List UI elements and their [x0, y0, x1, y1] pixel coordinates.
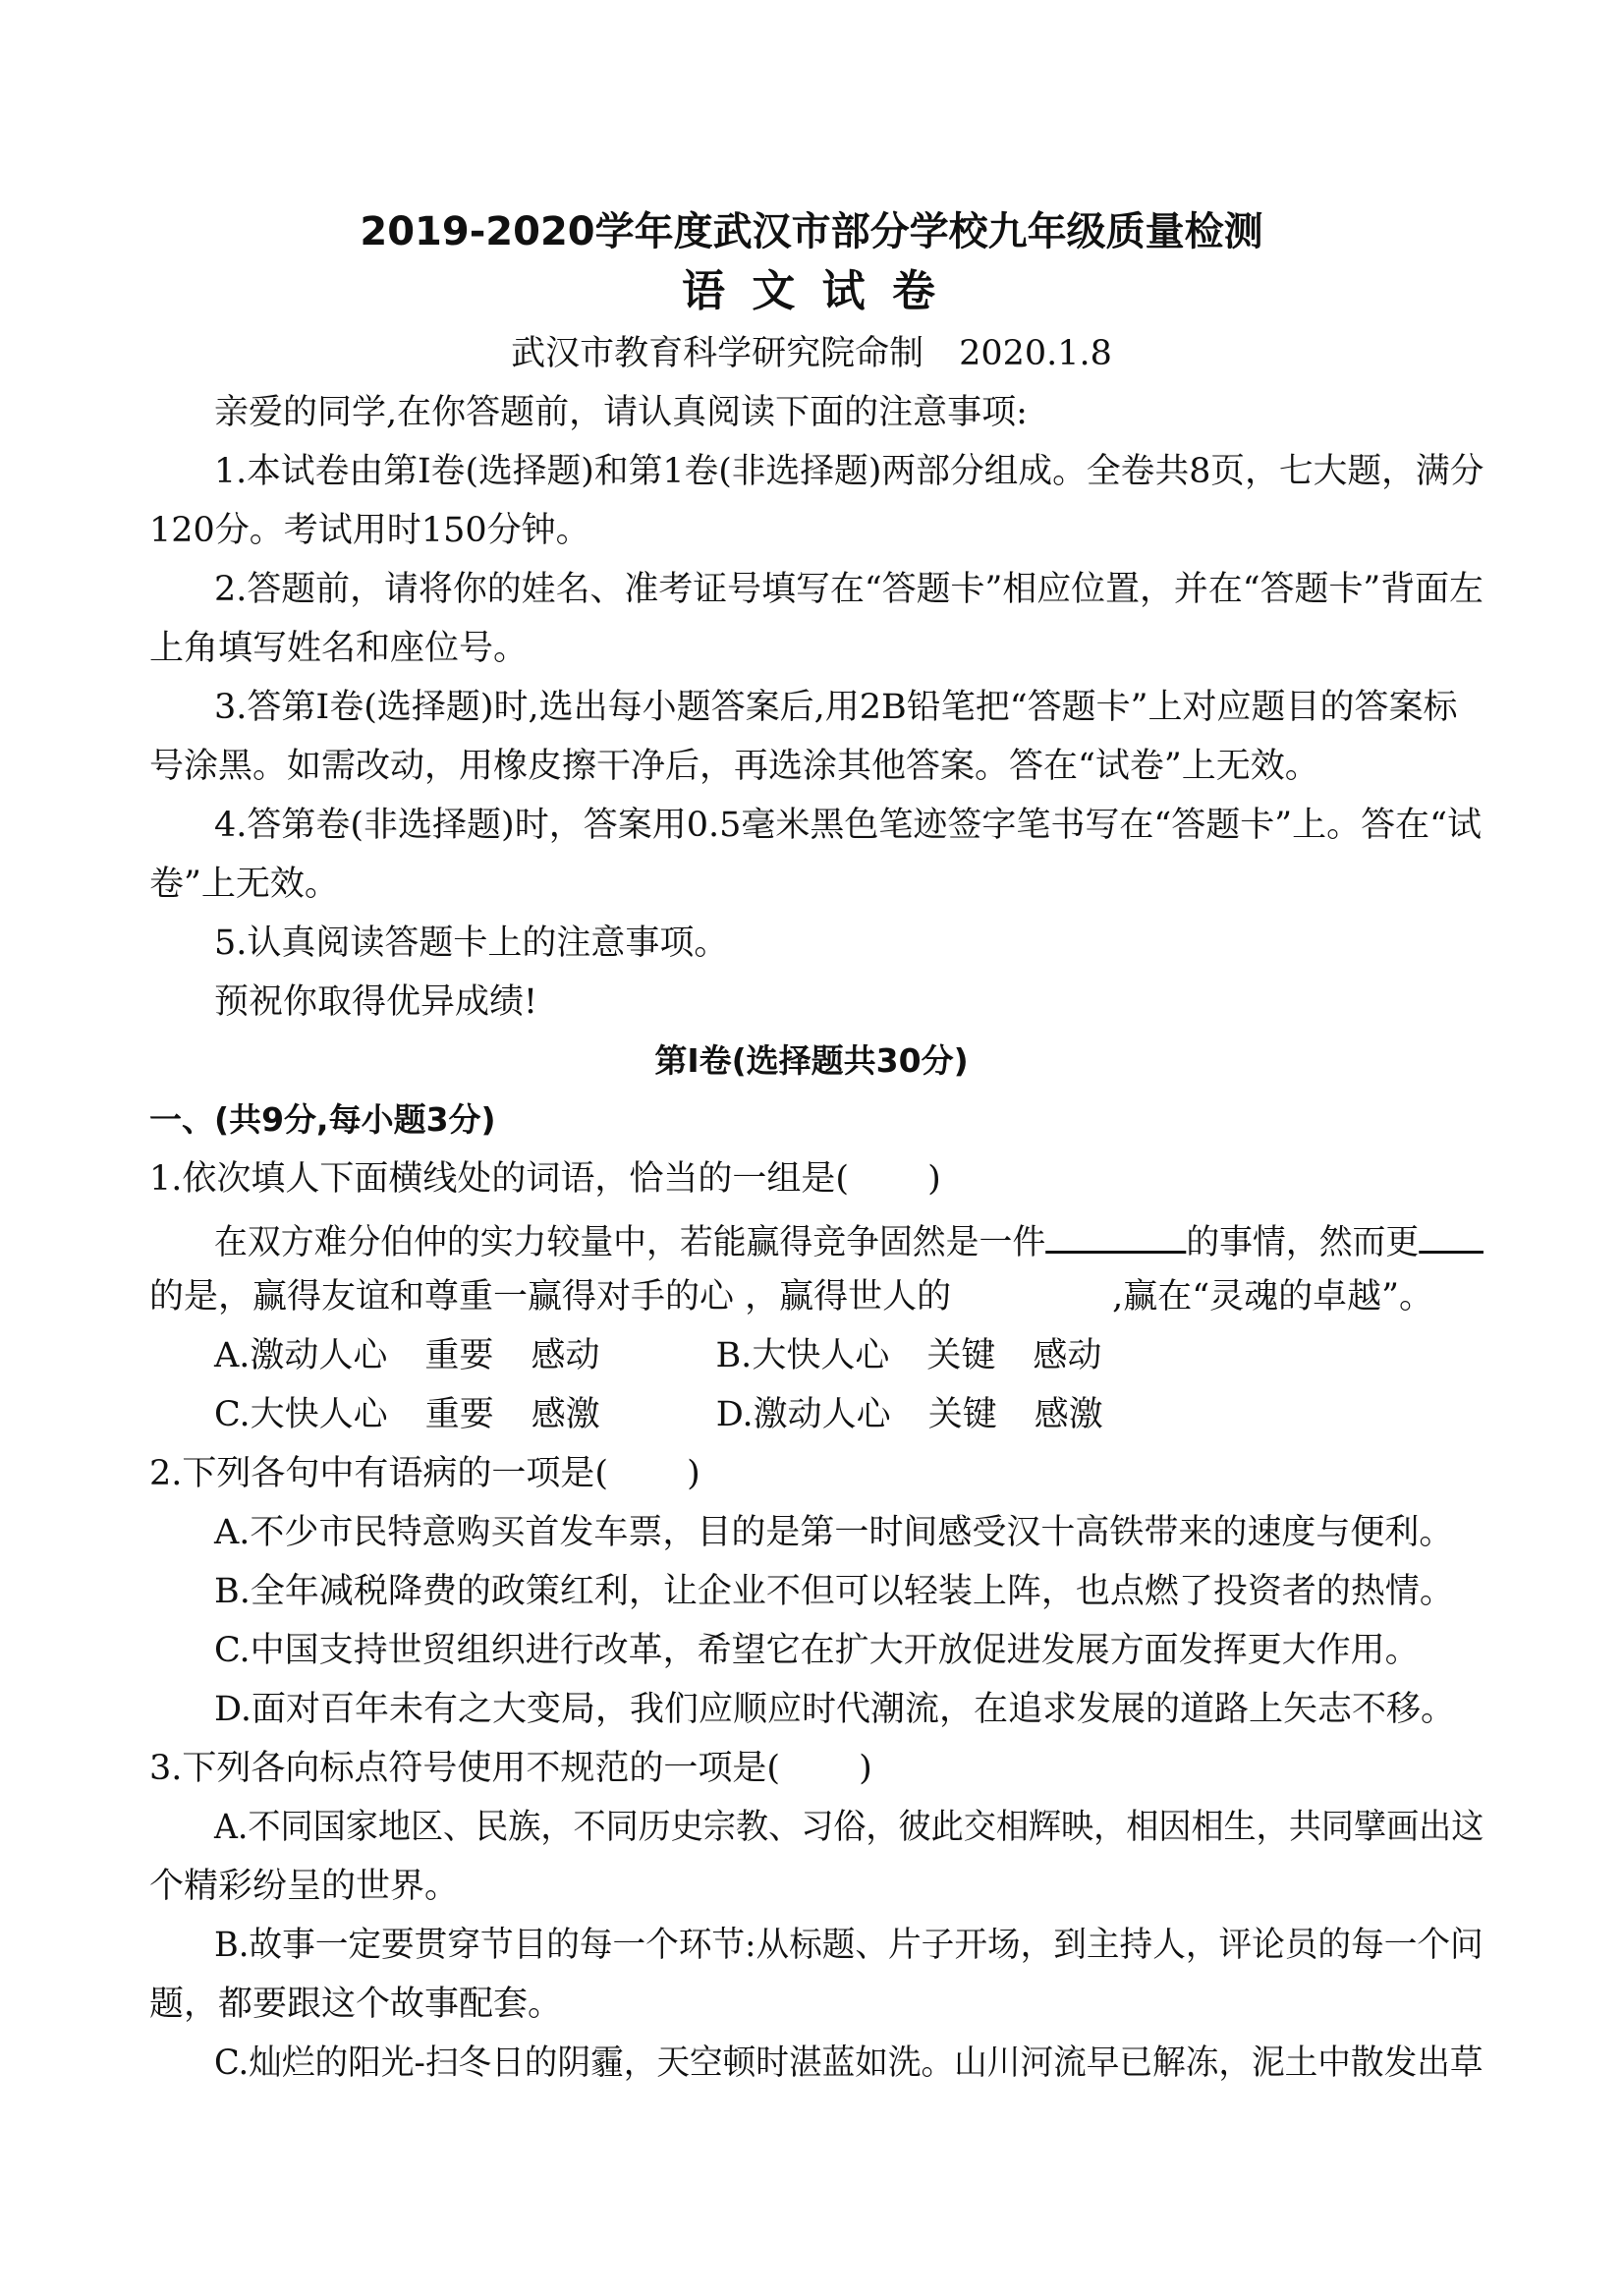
- question-3-option-a-line-2: 个精彩纷呈的世界。: [149, 1867, 460, 1906]
- question-1-options-row-2: [214, 1395, 1103, 1434]
- question-2-option-a: A.不少市民特意购买首发车票，目的是第一时间感受汉十高铁带来的速度与便利。: [214, 1513, 1454, 1552]
- question-1-passage-line-1: 在双方难分伯仲的实力较量中，若能赢得竞争固然是一件 的事情，然而更: [214, 1221, 1483, 1260]
- question-1-options-row-1: [214, 1336, 1102, 1375]
- issuer-line: [0, 334, 1623, 373]
- answer-blank: [1045, 1221, 1186, 1254]
- question-3-option-a-line-1: A.不同国家地区、民族，不同历史宗教、习俗，彼此交相辉映，相因相生，共同擘画出这: [214, 1808, 1484, 1847]
- question-3-stem: 3.下列各向标点符号使用不规范的一项是( ): [149, 1749, 872, 1788]
- option-a: A.激动人心 重要 感动: [214, 1336, 600, 1375]
- notice-intro: 亲爱的同学,在你答题前，请认真阅读下面的注意事项:: [214, 393, 1028, 432]
- notice-wish: 预祝你取得优异成绩!: [214, 982, 538, 1022]
- issuer: 武汉市教育科学研究院命制: [511, 334, 924, 373]
- part-1-title: 第Ⅰ卷(选择题共30分): [654, 1041, 969, 1080]
- notice-item-1-line-1: 1.本试卷由第Ⅰ卷(选择题)和第1卷(非选择题)两部分组成。全卷共8页，七大题，满分: [214, 452, 1484, 491]
- section-1-heading: 一、(共9分,每小题3分): [149, 1100, 496, 1139]
- notice-item-4-line-1: 4.答第卷(非选择题)时，答案用0.5毫米黑色笔迹签字笔书写在“答题卡”上。答在“试: [214, 806, 1483, 845]
- question-3-option-b-line-1: B.故事一定要贯穿节目的每一个环节:从标题、片子开场，到主持人，评论员的每一个问: [214, 1926, 1483, 1965]
- exam-date: 2020.1.8: [959, 334, 1112, 373]
- notice-item-1-line-2: 120分。考试用时150分钟。: [149, 511, 590, 550]
- question-1-stem: 1.依次填人下面横线处的词语，恰当的一组是( ): [149, 1159, 941, 1199]
- answer-blank: [1419, 1221, 1483, 1254]
- notice-item-3-line-1: 3.答第Ⅰ卷(选择题)时,选出每小题答案后,用2B铅笔把“答题卡”上对应题目的答案标: [214, 688, 1458, 727]
- exam-subtitle: 语 文 试 卷: [682, 266, 941, 316]
- notice-item-2-line-2: 上角填写姓名和座位号。: [149, 629, 529, 668]
- question-2-option-b: B.全年减税降费的政策红利，让企业不但可以轻装上阵，也点燃了投资者的热情。: [214, 1572, 1454, 1611]
- question-3-option-c-line-1: C.灿烂的阳光-扫冬日的阴霾，天空顿时湛蓝如洗。山川河流早已解冻，泥土中散发出草: [214, 2044, 1483, 2083]
- option-c: C.大快人心 重要 感激: [214, 1395, 600, 1434]
- question-2-stem: 2.下列各句中有语病的一项是( ): [149, 1454, 700, 1493]
- notice-item-2-line-1: 2.答题前，请将你的娃名、准考证号填写在“答题卡”相应位置，并在“答题卡”背面左: [214, 570, 1483, 609]
- option-b: B.大快人心 关键 感动: [715, 1336, 1102, 1375]
- notice-item-5: 5.认真阅读答题卡上的注意事项。: [214, 924, 729, 963]
- question-3-option-b-line-2: 题，都要跟这个故事配套。: [149, 1985, 563, 2024]
- option-d: D.激动人心 关键 感激: [715, 1395, 1103, 1434]
- notice-item-3-line-2: 号涂黑。如需改动，用橡皮擦干净后，再选涂其他答案。答在“试卷”上无效。: [149, 747, 1319, 786]
- question-2-option-c: C.中国支持世贸组织进行改革，希望它在扩大开放促进发展方面发挥更大作用。: [214, 1631, 1420, 1670]
- notice-item-4-line-2: 卷”上无效。: [149, 865, 339, 904]
- question-1-passage-line-2: 的是，赢得友谊和尊重一赢得对手的心 ，赢得世人的 ,赢在“灵魂的卓越”。: [149, 1277, 1434, 1316]
- question-2-option-d: D.面对百年未有之大变局，我们应顺应时代潮流，在追求发展的道路上矢志不移。: [214, 1690, 1455, 1729]
- exam-title: 2019-2020学年度武汉市部分学校九年级质量检测: [360, 209, 1263, 254]
